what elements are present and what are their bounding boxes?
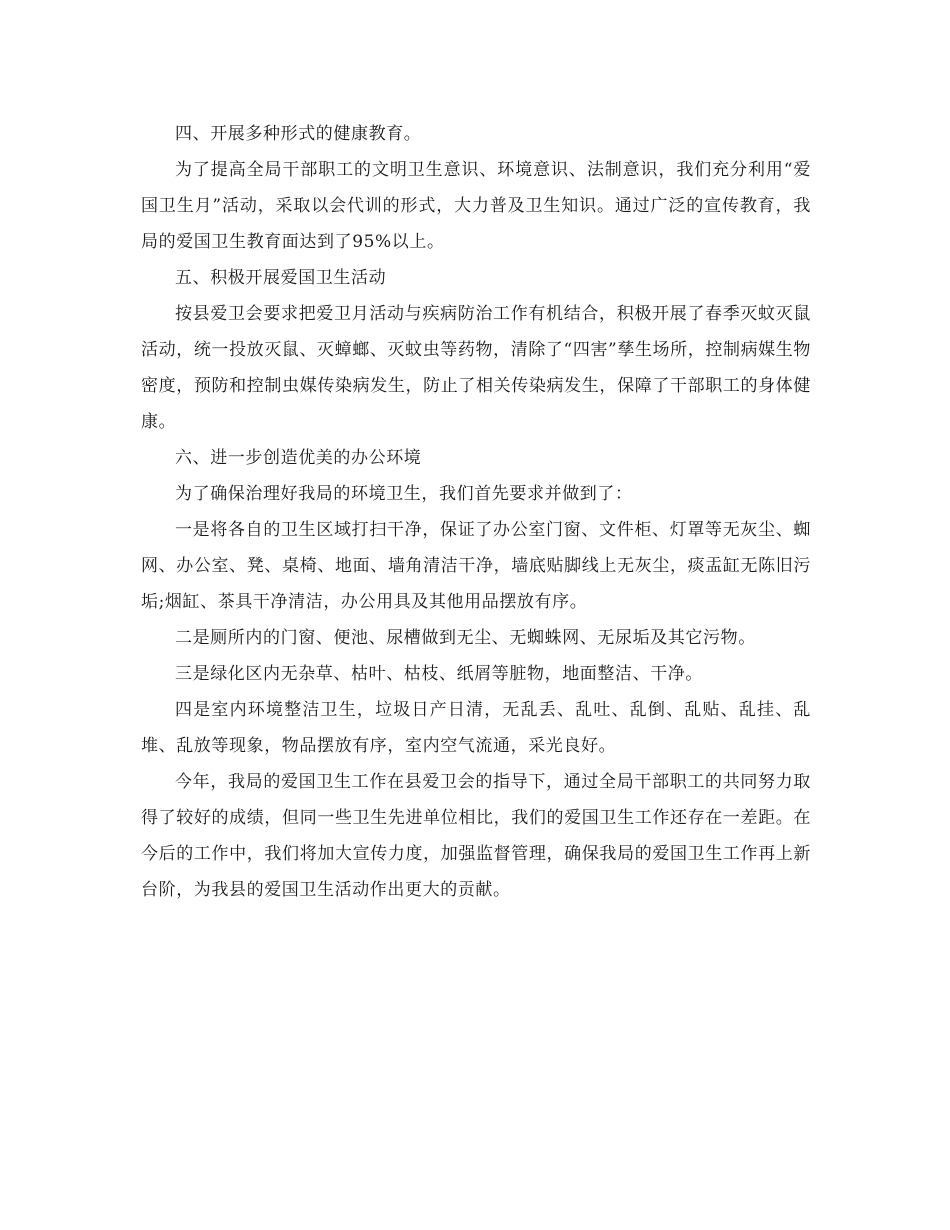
paragraph-item-two: 二是厕所内的门窗、便池、尿槽做到无尘、无蜘蛛网、无尿垢及其它污物。 (175, 628, 756, 648)
paragraph-office-environment-intro: 为了确保治理好我局的环境卫生，我们首先要求并做到了： (175, 484, 633, 504)
heading-office-environment: 六、进一步创造优美的办公环境 (175, 448, 422, 468)
paragraph-health-education: 为了提高全局干部职工的文明卫生意识、环境意识、法制意识，我们充分利用“爱国卫生月”活动，采取以会代训的形式，大力普及卫生知识。通过广泛的宣传教育，我局的爱国卫生教育面达到了95%以上。 (141, 160, 811, 252)
paragraph-item-four: 四是室内环境整洁卫生，垃圾日产日清，无乱丢、乱吐、乱倒、乱贴、乱挂、乱堆、乱放等现象，物品摆放有序，室内空气流通，采光良好。 (141, 700, 811, 756)
paragraph-item-three: 三是绿化区内无杂草、枯叶、枯枝、纸屑等脏物，地面整洁、干净。 (175, 664, 703, 684)
paragraph-conclusion: 今年，我局的爱国卫生工作在县爱卫会的指导下，通过全局干部职工的共同努力取得了较好的成绩，但同一些卫生先进单位相比，我们的爱国卫生工作还存在一差距。在今后的工作中，我们将加大宣传力度，加强监督管理，确保我局的爱国卫生工作再上新台阶，为我县的爱国卫生活动作出更大的贡献。 (141, 772, 811, 900)
paragraph-patriotic-health-activities: 按县爱卫会要求把爱卫月活动与疾病防治工作有机结合，积极开展了春季灭蚊灭鼠活动，统一投放灭鼠、灭蟑螂、灭蚊虫等药物，清除了“四害”孳生场所，控制病媒生物密度，预防和控制虫媒传染病发生，防止了相关传染病发生，保障了干部职工的身体健康。 (141, 304, 811, 432)
document-body (141, 116, 811, 908)
paragraph-item-one: 一是将各自的卫生区域打扫干净，保证了办公室门窗、文件柜、灯罩等无灰尘、蜘网、办公室、凳、桌椅、地面、墙角清洁干净，墙底贴脚线上无灰尘，痰盂缸无陈旧污垢;烟缸、茶具干净清洁，办公用具及其他用品摆放有序。 (141, 520, 811, 612)
heading-patriotic-health-activities: 五、积极开展爱国卫生活动 (175, 268, 387, 288)
heading-health-education: 四、开展多种形式的健康教育。 (175, 124, 422, 144)
